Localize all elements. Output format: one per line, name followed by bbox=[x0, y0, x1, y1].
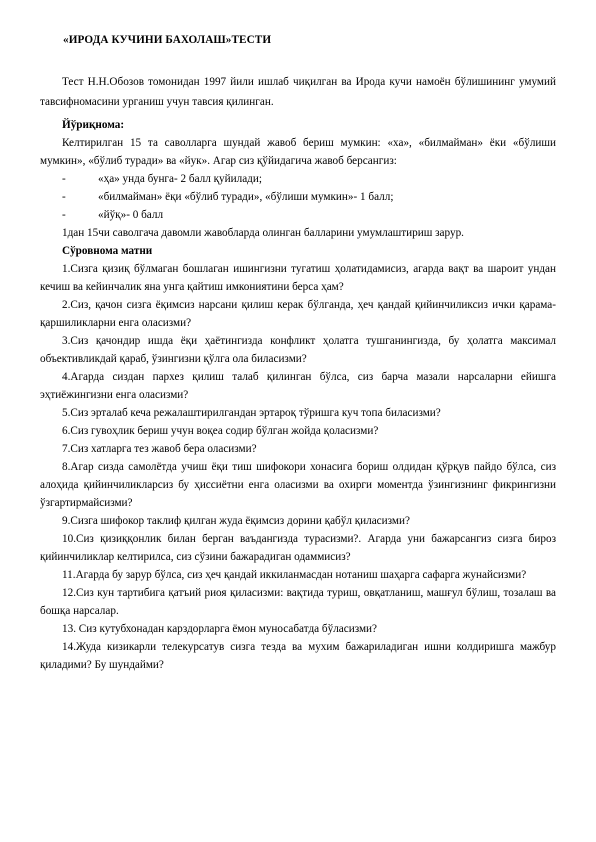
scoring-item bbox=[40, 188, 556, 206]
question-item: 1.Сизга қизиқ бўлмаган бошлаган ишингизни тугатиш ҳолатидамисиз, агарда вақт ва шароит ундан кечиш ва кейинчалик яна унга қайтиш имкониятини берса ҳам? bbox=[40, 263, 556, 293]
question-item: 10.Сиз қизиққонлик билан берган ваъдангизда турасизми?. Агарда уни бажарсангиз сизга бироз қийинчиликлар келтирилса, сиз сўзини бажарадиган одаммисиз? bbox=[40, 533, 556, 563]
list-dash: - bbox=[62, 191, 66, 203]
scoring-item bbox=[40, 170, 556, 188]
questions-heading: Сўровнома матни bbox=[62, 245, 153, 257]
scoring-item bbox=[40, 206, 556, 224]
questions-list bbox=[40, 260, 556, 674]
document-title: «ИРОДА КУЧИНИ БАХОЛАШ»ТЕСТИ bbox=[63, 34, 272, 46]
summary-paragraph: 1дан 15чи саволгача давомли жавобларда олинган балларини умумлаштириш зарур. bbox=[62, 227, 464, 239]
scoring-item-text: «ҳа» унда бунга- 2 балл қуйилади; bbox=[98, 173, 262, 185]
question-item: 8.Агар сизда самолётда учиш ёқи тиш шифокори хонасига бориш олдидан қўрқув пайдо бўлса, сиз алоҳида қийинчиликларсиз бу ҳиссиётни енга оласизми ва охирги моментда ўзингизнинг фикрингизни ўзгартирмайсизми? bbox=[40, 461, 556, 509]
question-item: 13. Сиз кутубхонадан карздорларга ёмон муносабатда бўласизми? bbox=[62, 623, 377, 635]
question-item: 7.Сиз хатларга тез жавоб бера оласизми? bbox=[62, 443, 257, 455]
document-body bbox=[40, 73, 556, 674]
question-item: 12.Сиз кун тартибига қатъий риоя қиласизми: вақтида туриш, овқатланиш, машғул бўлиш, тозалаш ва бошқа нарсалар. bbox=[40, 587, 556, 617]
scoring-item-text: «йўқ»- 0 балл bbox=[98, 209, 164, 221]
question-item: 6.Сиз гувоҳлик бериш учун воқеа содир бўлган жойда қоласизми? bbox=[62, 425, 379, 437]
question-item: 4.Агарда сиздан пархез қилиш талаб қилинган бўлса, сиз барча мазали нарсаларни ейишга эҳтиёжингизни енга оласизми? bbox=[40, 371, 556, 401]
question-item: 3.Сиз қачондир ишда ёқи ҳаётингизда конфликт ҳолатга тушганингизда, бу ҳолатга максимал объективликдай қараб, ўзингизни қўлга ола биласизми? bbox=[40, 335, 556, 365]
scoring-list bbox=[40, 170, 556, 224]
scoring-item-text: «билмайман» ёқи «бўлиб туради», «бўлиши мумкин»- 1 балл; bbox=[98, 191, 394, 203]
instruction-heading: Йўриқнома: bbox=[62, 119, 125, 131]
question-item: 5.Сиз эрталаб кеча режалаштирилгандан эртароқ тўришга куч топа биласизми? bbox=[62, 407, 441, 419]
question-item: 14.Жуда кизикарли телекурсатув сизга тезда ва мухим бажариладиган ишни колдиришга мажбур қиладими? Бу шундайми? bbox=[40, 641, 556, 671]
instruction-paragraph: Келтирилган 15 та саволларга шундай жавоб бериш мумкин: «ха», «билмайман» ёки «бўлиши мумкин», «бўлиб туради» ва «йук». Агар сиз қўйидагича жавоб берсангиз: bbox=[40, 137, 556, 167]
question-item: 2.Сиз, қачон сизга ёқимсиз нарсани қилиш керак бўлганда, ҳеч қандай қийинчиликсиз ички қарама-қаршиликларни енга оласизми? bbox=[40, 299, 556, 329]
list-dash: - bbox=[62, 173, 66, 185]
intro-paragraph: Тест Н.Н.Обозов томонидан 1997 йили ишлаб чиқилган ва Ирода кучи намоён бўлишининг умумий тавсифномасини урганиш учун тавсия қилинган. bbox=[40, 76, 556, 108]
question-item: 9.Сизга шифокор таклиф қилган жуда ёқимсиз дорини қабўл қиласизми? bbox=[62, 515, 410, 527]
question-item: 11.Агарда бу зарур бўлса, сиз ҳеч қандай иккиланмасдан нотаниш шаҳарга сафарга жунайсизми? bbox=[62, 569, 527, 581]
list-dash: - bbox=[62, 209, 66, 221]
